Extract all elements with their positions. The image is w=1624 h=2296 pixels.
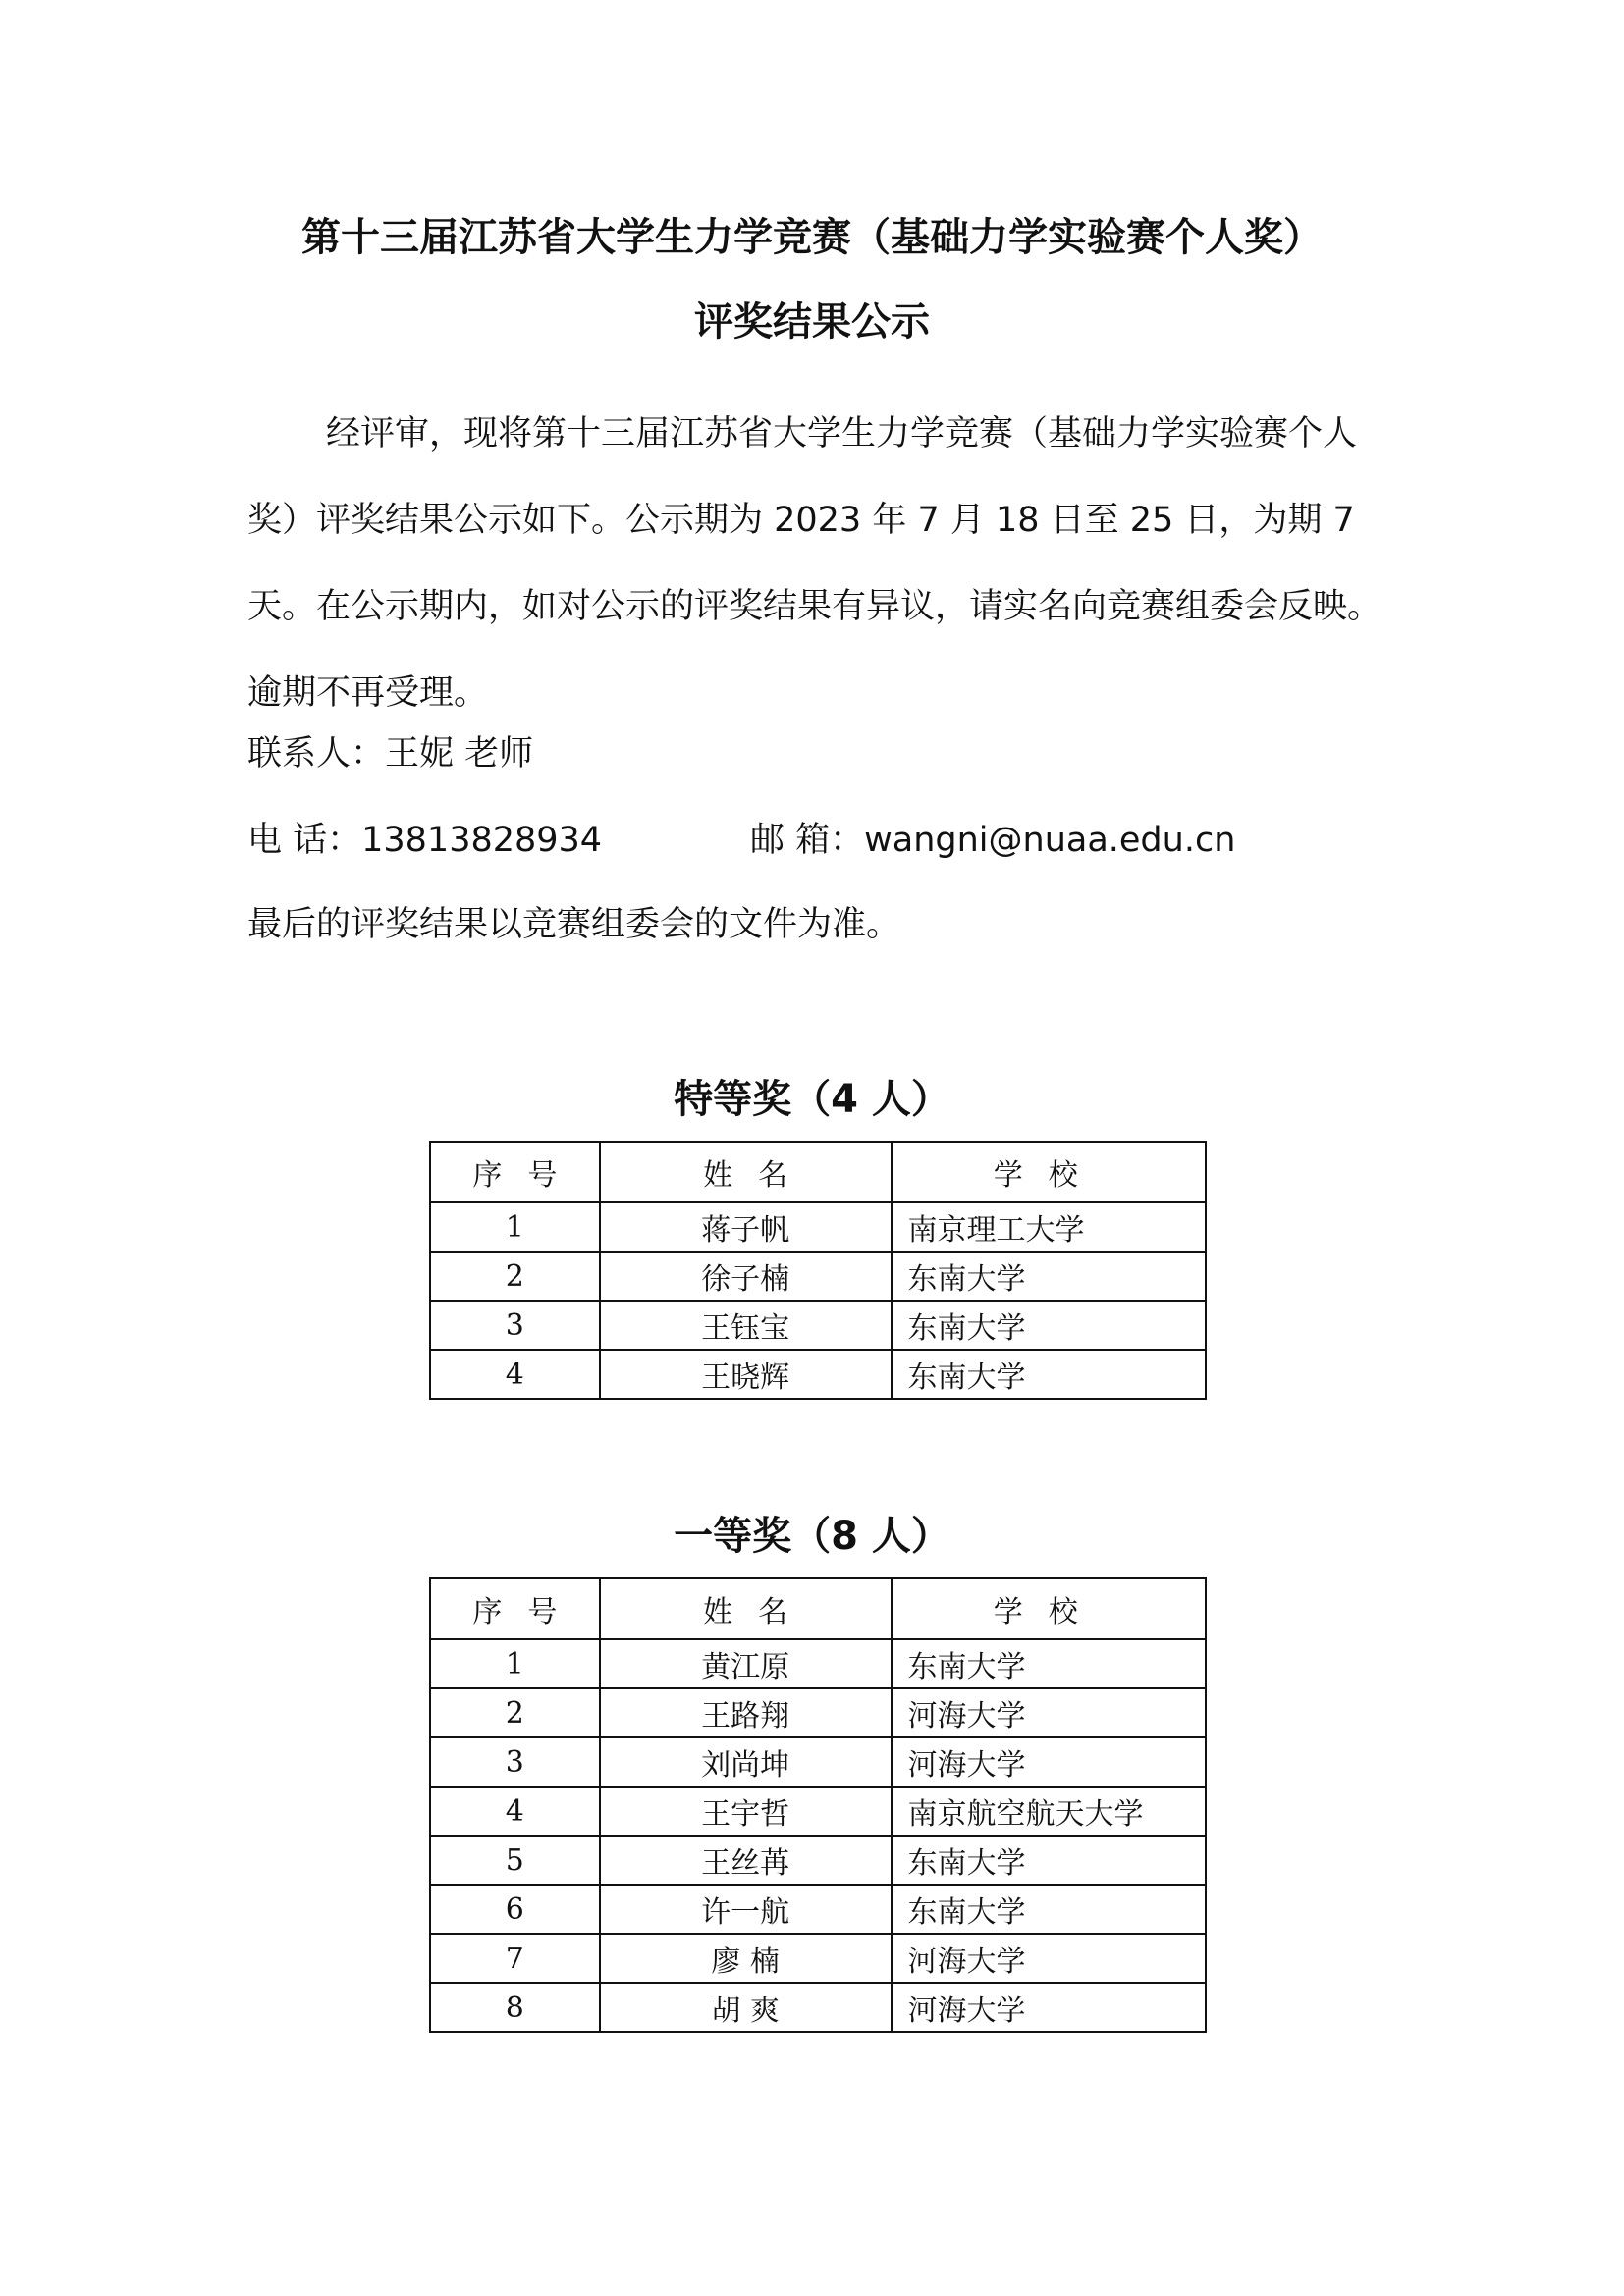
school-cell: 河海大学 [892, 1934, 1207, 1983]
header-seq: 序号 [430, 1578, 600, 1639]
table-row [430, 1787, 1206, 1836]
table-row [430, 1202, 1206, 1252]
seq-cell: 7 [430, 1934, 600, 1983]
table-row [430, 1885, 1206, 1934]
table-row [430, 1737, 1206, 1787]
name-cell: 胡 爽 [600, 1983, 892, 2032]
document-title: 第十三届江苏省大学生力学竞赛（基础力学实验赛个人奖） [301, 215, 1323, 260]
document-subtitle: 评奖结果公示 [694, 299, 930, 345]
school-cell: 东南大学 [892, 1301, 1207, 1350]
seq-cell: 5 [430, 1836, 600, 1885]
header-name: 姓名 [600, 1142, 892, 1202]
header-school: 学校 [892, 1578, 1207, 1639]
special-award-title: 特等奖（4 人） [674, 1077, 950, 1122]
email-address: 邮 箱：wangni@nuaa.edu.cn [750, 821, 1236, 860]
school-cell: 河海大学 [892, 1688, 1207, 1737]
name-cell: 王路翔 [600, 1688, 892, 1737]
seq-cell: 6 [430, 1885, 600, 1934]
seq-cell: 2 [430, 1688, 600, 1737]
name-cell: 王钰宝 [600, 1301, 892, 1350]
name-cell: 黄江原 [600, 1639, 892, 1688]
name-cell: 刘尚坤 [600, 1737, 892, 1787]
school-cell: 南京理工大学 [892, 1202, 1207, 1252]
school-cell: 南京航空航天大学 [892, 1787, 1207, 1836]
name-cell: 蒋子帆 [600, 1202, 892, 1252]
table-row [430, 1252, 1206, 1301]
name-cell: 王晓辉 [600, 1350, 892, 1399]
first-award-title: 一等奖（8 人） [674, 1514, 950, 1559]
name-cell: 许一航 [600, 1885, 892, 1934]
table-row [430, 1688, 1206, 1737]
intro-text: 经评审，现将第十三届江苏省大学生力学竞赛（基础力学实验赛个人奖）评奖结果公示如下。公示期为 2023 年 7 月 18 日至 25 日，为期 7 天。在公示期内，如对公示的评奖结果有异议，请实名向竞赛组委会反映。逾期不再受理。 [247, 414, 1382, 713]
school-cell: 东南大学 [892, 1252, 1207, 1301]
name-cell: 王丝苒 [600, 1836, 892, 1885]
seq-cell: 4 [430, 1350, 600, 1399]
seq-cell: 2 [430, 1252, 600, 1301]
school-cell: 东南大学 [892, 1350, 1207, 1399]
contact-info-line [247, 819, 1236, 862]
contact-person: 联系人：王妮 老师 [247, 734, 534, 774]
phone-number: 电 话：13813828934 [247, 821, 603, 860]
school-cell: 河海大学 [892, 1737, 1207, 1787]
school-cell: 河海大学 [892, 1983, 1207, 2032]
seq-cell: 3 [430, 1301, 600, 1350]
name-cell: 徐子楠 [600, 1252, 892, 1301]
table-row [430, 1301, 1206, 1350]
first-award-table [429, 1577, 1207, 2033]
seq-cell: 3 [430, 1737, 600, 1787]
header-name: 姓名 [600, 1578, 892, 1639]
name-cell: 王宇哲 [600, 1787, 892, 1836]
header-school: 学校 [892, 1142, 1207, 1202]
seq-cell: 8 [430, 1983, 600, 2032]
school-cell: 东南大学 [892, 1639, 1207, 1688]
school-cell: 东南大学 [892, 1885, 1207, 1934]
table-header-row [430, 1578, 1206, 1639]
special-award-table [429, 1141, 1207, 1400]
final-note: 最后的评奖结果以竞赛组委会的文件为准。 [247, 905, 901, 944]
seq-cell: 1 [430, 1202, 600, 1252]
table-row [430, 1639, 1206, 1688]
header-seq: 序号 [430, 1142, 600, 1202]
table-row [430, 1350, 1206, 1399]
name-cell: 廖 楠 [600, 1934, 892, 1983]
seq-cell: 1 [430, 1639, 600, 1688]
school-cell: 东南大学 [892, 1836, 1207, 1885]
seq-cell: 4 [430, 1787, 600, 1836]
table-row [430, 1934, 1206, 1983]
table-header-row [430, 1142, 1206, 1202]
table-row [430, 1983, 1206, 2032]
table-row [430, 1836, 1206, 1885]
intro-paragraph [247, 391, 1386, 736]
